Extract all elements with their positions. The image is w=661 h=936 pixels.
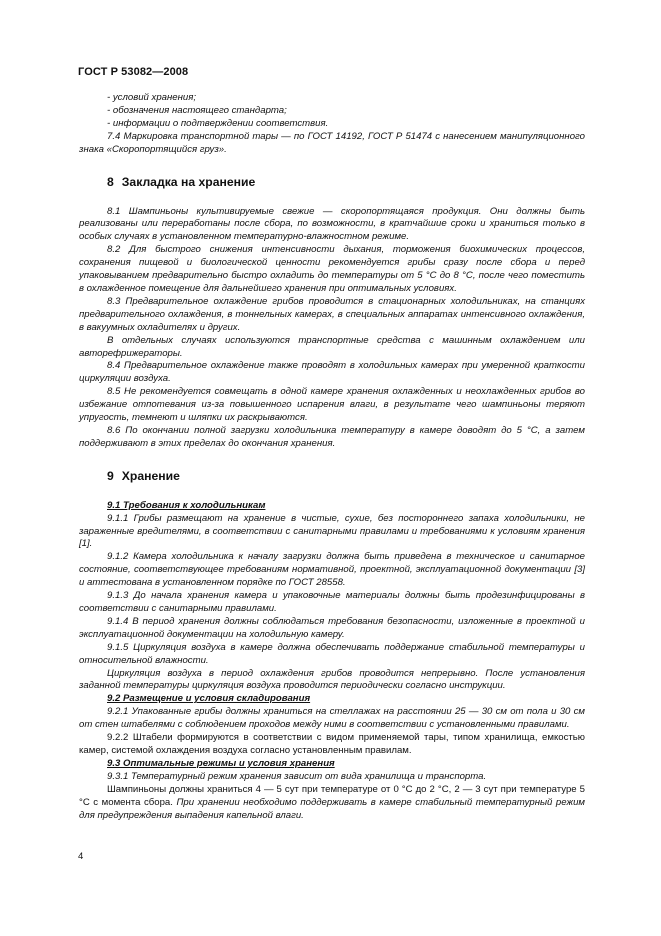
document-body (79, 92, 585, 822)
subsection-9-2-heading: 9.2 Размещение и условия складирования (107, 693, 311, 705)
page-number: 4 (78, 851, 84, 862)
document-header: ГОСТ Р 53082—2008 (78, 66, 189, 78)
paragraph-9-2-1: 9.2.1 Упакованные грибы должны храниться на стеллажах на расстоянии 25 — 30 см от пола и 30 см от стен штабелями с соблюдением проходов между ними в соответствии с установленными правилами. (79, 706, 585, 731)
paragraph-8-3: 8.3 Предварительное охлаждение грибов проводится в стационарных холодильниках, на станциях предварительного охлаждения, в тоннельных камерах, в специальных аппаратах интенсивного охлаждения, в вакуумных охладителях и других. (79, 295, 585, 333)
storage-requirement-text: При хранении необходимо поддерживать в камере стабильный температурный режим для предупреждения выпадения капельной влаги. (79, 796, 585, 821)
paragraph-9-1-3: 9.1.3 До начала хранения камера и упаковочные материалы должны быть продезинфицированы в соответствии с санитарными правилами. (79, 590, 585, 614)
paragraph-8-5: 8.5 Не рекомендуется совмещать в одной камере хранения охлажденных и неохлажденных грибов во избежание отпотевания из-за повышенного испарения влаги, в результате чего шампиньоны теряют упругость, темнеют и шляпки их раскрываются. (79, 386, 585, 424)
section-title: Закладка на хранение (121, 174, 256, 189)
paragraph-8-3-cont: В отдельных случаях используются транспортные средства с машинным охлаждением или авторефрижераторы. (79, 334, 585, 359)
storage-duration-text: Шампиньоны должны храниться 4 — 5 сут при температуре от 0 °С до 2 °С, 2 — 3 сут при температуре 5 °С с момента сбора. (79, 783, 585, 808)
paragraph-9-1-5: 9.1.5 Циркуляция воздуха в камере должна обеспечивать поддержание стабильной температуры и относительной влажности. (79, 641, 585, 666)
paragraph-8-2: 8.2 Для быстрого снижения интенсивности дыхания, торможения биохимических процессов, сохранения пищевой и биологической ценности рекомендуется грибы сразу после сбора и перед упаковыванием предварительно быстро охладить до температуры от 5 °С до 8 °С, после чего поместить в охлажденное помещение для дальнейшего хранения при оптимальных условиях. (79, 244, 585, 294)
paragraph-9-1-4: 9.1.4 В период хранения должны соблюдаться требования безопасности, изложенные в проектной и эксплуатационной документации на холодильную камеру. (79, 615, 585, 640)
paragraph-9-3-1: 9.3.1 Температурный режим хранения зависит от вида хранилища и транспорта. (107, 770, 487, 782)
section-number: 9 (107, 468, 114, 483)
paragraph-9-1-2: 9.1.2 Камера холодильника к началу загрузки должна быть приведена в техническое и санитарное состояние, соответствующее требованиям нормативной, проектной, эксплуатационной документации [3] и аттестована в установленном порядке по ГОСТ 28558. (79, 551, 585, 589)
clause-number: 7.4 (107, 130, 121, 142)
list-item: - условий хранения; (107, 92, 197, 103)
section-title: Хранение (121, 468, 180, 483)
clause-text: Маркировка транспортной тары — по ГОСТ 14192, ГОСТ Р 51474 с нанесением манипуляционного знака «Скоропортящийся груз». (79, 130, 585, 155)
paragraph-7-4 (79, 131, 585, 157)
section-9-heading (79, 468, 585, 484)
list-item: - обозначения настоящего стандарта; (107, 104, 287, 116)
subsection-9-1-heading: 9.1 Требования к холодильникам (107, 499, 266, 511)
paragraph-8-4: 8.4 Предварительное охлаждение также проводят в холодильных камерах при умеренной краткости циркуляции воздуха. (79, 360, 585, 385)
section-8-heading (79, 174, 585, 190)
section-number: 8 (107, 174, 114, 189)
paragraph-8-1: 8.1 Шампиньоны культивируемые свежие — скоропортящаяся продукция. Они должны быть реализованы или переработаны после сбора, по возможности, в кратчайшие сроки и храниться только в особых случаях в установленном температурно-влажностном режиме. (79, 205, 585, 243)
subsection-9-3-heading: 9.3 Оптимальные режимы и условия хранения (107, 757, 335, 769)
paragraph-8-6: 8.6 По окончании полной загрузки холодильника температуру в камере доводят до 5 °С, а затем поддерживают в этих пределах до окончания хранения. (79, 424, 585, 449)
paragraph-9-1-1: 9.1.1 Грибы размещают на хранение в чистые, сухие, без постороннего запаха холодильники, не зараженные вредителями, в соответствии с санитарными правилами и требованиями к условиям хранения [1]. (79, 512, 585, 550)
paragraph-9-3-1-cont (79, 784, 585, 823)
paragraph-9-2-2: 9.2.2 Штабели формируются в соответствии с видом применяемой тары, типом хранилища, емкостью камер, системой охлаждения воздуха согласно установленным правилам. (79, 732, 585, 756)
paragraph-9-1-5-cont: Циркуляция воздуха в период охлаждения грибов проводится непрерывно. После установления заданной температуры циркуляция воздуха проводится периодически согласно инструкции. (79, 667, 585, 692)
list-item: - информации о подтверждении соответствия. (107, 117, 329, 129)
